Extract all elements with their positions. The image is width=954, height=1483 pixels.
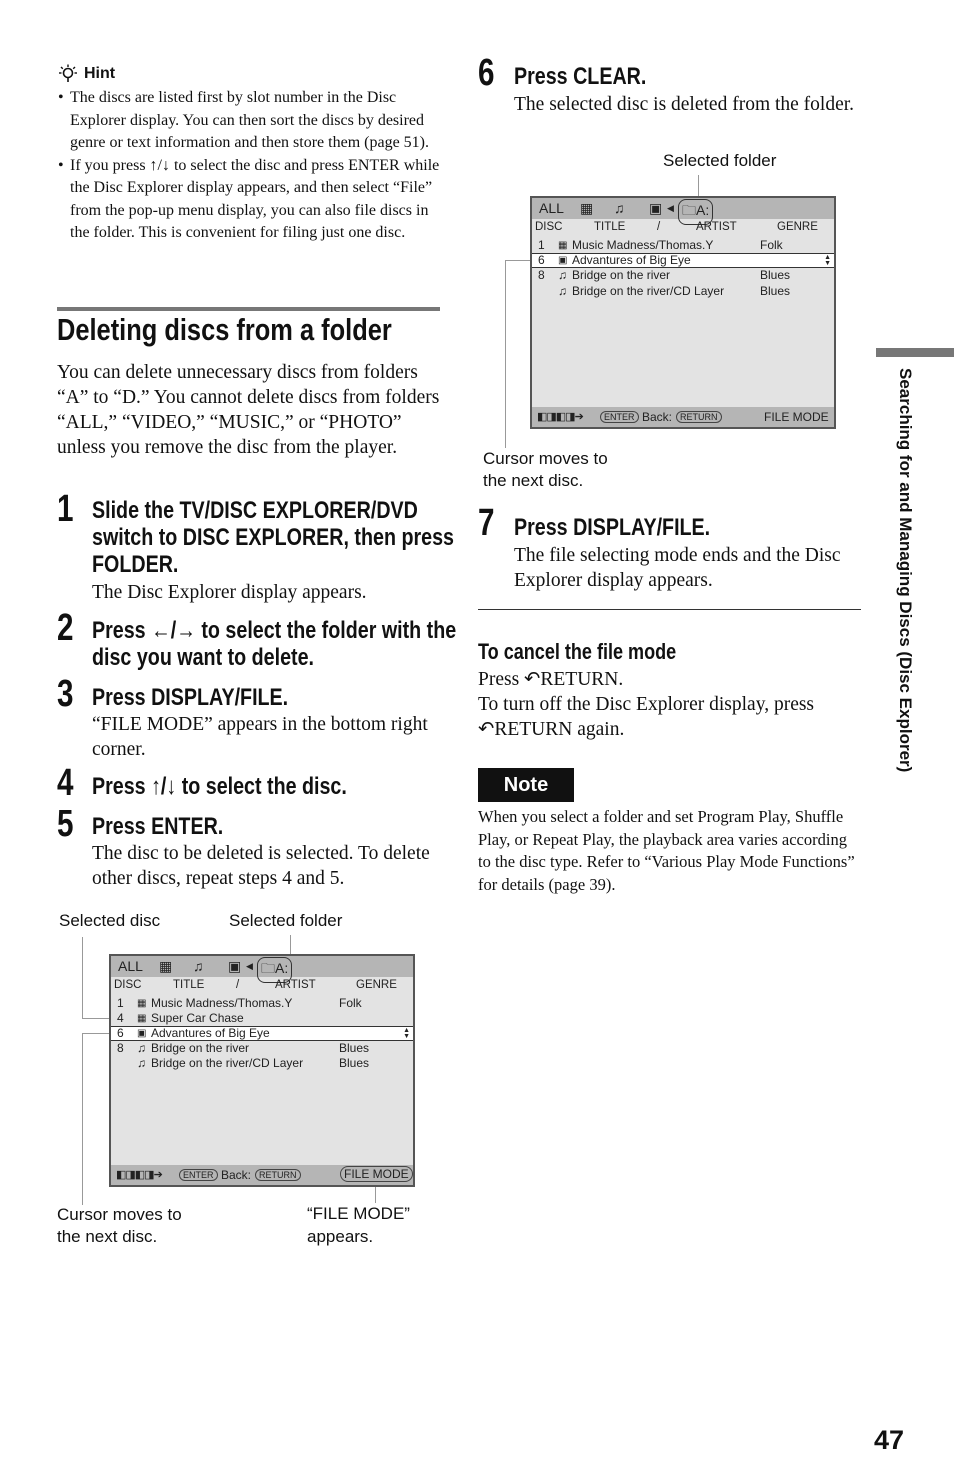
step-description: The disc to be deleted is selected. To delete other discs, repeat steps 4 and 5. [92, 843, 430, 889]
screen-folder-bar [532, 198, 834, 219]
disc-number: 1 [538, 238, 545, 252]
photo-disc-icon: ▣ [558, 255, 568, 266]
video-disc-icon: ▦ [137, 998, 147, 1009]
leader-line [82, 1033, 83, 1205]
step-description: The file selecting mode ends and the Disc Explorer display appears. [514, 545, 841, 591]
cursor-left-icon: ◀ [246, 961, 253, 971]
disc-genre: Blues [339, 1056, 370, 1070]
step-title: Press ENTER. [92, 813, 224, 840]
col-slash: / [236, 979, 240, 991]
video-disc-icon: ▦ [137, 1013, 147, 1024]
callout-cursor-line1: Cursor moves to [483, 449, 608, 468]
disc-title: Advantures of Big Eye [151, 1026, 270, 1040]
music-note-icon: ♫ [558, 268, 567, 282]
disc-genre: Folk [760, 238, 783, 252]
disc-number: 6 [538, 253, 545, 267]
callout-selected-disc: Selected disc [59, 911, 161, 930]
disc-number: 8 [117, 1041, 124, 1055]
step-number: 6 [478, 52, 495, 94]
step-description: The Disc Explorer display appears. [92, 582, 367, 603]
leader-line [82, 1033, 110, 1034]
folder-a-label: A: [696, 202, 710, 218]
callout-selected-folder: Selected folder [663, 151, 777, 170]
col-slash: / [657, 221, 661, 233]
section-title: Deleting discs from a folder [57, 312, 392, 347]
column-header [111, 978, 413, 993]
folder-icon: 🗀 [261, 960, 275, 976]
side-tab [895, 368, 917, 788]
hint-title: Hint [84, 65, 116, 82]
leader-line [698, 175, 699, 198]
return-pill: RETURN [255, 1169, 301, 1181]
leader-line [82, 1018, 110, 1019]
video-disc-icon: ▦ [558, 240, 568, 251]
callout-file-mode-line2: appears. [307, 1227, 374, 1246]
note-text: When you select a folder and set Program Play, Shuffle Play, or Repeat Play, the playback area varies according to the disc type. Refer to “Various Play Mode Functions” for details (page 39). [478, 807, 855, 894]
step-title: FOLDER. [92, 551, 179, 578]
enter-pill: ENTER [600, 411, 639, 423]
cancel-heading: To cancel the file mode [478, 639, 677, 664]
disc-row[interactable] [532, 268, 834, 283]
disc-genre: Blues [760, 284, 791, 298]
disc-genre: Blues [339, 1041, 370, 1055]
back-label: Back: [642, 410, 673, 424]
file-mode-label: FILE MODE [340, 1166, 413, 1182]
disc-title: Super Car Chase [151, 1011, 244, 1025]
step-title: Press ↑/↓ to select the disc. [92, 773, 347, 800]
leader-line [505, 260, 506, 448]
disc-title: Advantures of Big Eye [572, 253, 691, 267]
disc-row[interactable] [111, 1041, 413, 1056]
side-tab-bar [876, 348, 954, 357]
folder-a-label: A: [275, 960, 289, 976]
disc-row[interactable] [111, 1056, 413, 1071]
section-divider [478, 609, 861, 610]
step-title: disc you want to delete. [92, 644, 314, 671]
photo-folder-icon: ▣ [228, 958, 242, 974]
music-note-icon: ♫ [558, 284, 567, 298]
step-title: switch to DISC EXPLORER, then press [92, 524, 454, 551]
screen-status-bar [111, 1165, 413, 1185]
up-down-arrows-icon: ▲ ▼ [403, 1027, 410, 1040]
step-title: Press ←/→ to select the folder with the [92, 617, 457, 644]
disc-genre: Folk [339, 996, 362, 1010]
step-number: 3 [57, 673, 74, 715]
disc-explorer-screen [530, 196, 836, 429]
step-title: Slide the TV/DISC EXPLORER/DVD [92, 497, 418, 524]
step-title: Press CLEAR. [514, 63, 647, 90]
folder-all-tab: ALL [118, 958, 143, 974]
disc-number: 6 [117, 1026, 124, 1040]
file-mode-label: FILE MODE [764, 410, 829, 424]
step-description: The selected disc is deleted from the folder. [514, 94, 855, 115]
cancel-line1: Press ↶RETURN. [478, 669, 624, 690]
disc-number: 1 [117, 996, 124, 1010]
step-description: “FILE MODE” appears in the bottom right corner. [92, 714, 428, 760]
step-number: 5 [57, 803, 74, 845]
side-tab-label: Searching for and Managing Discs (Disc Explorer) [896, 368, 915, 773]
col-disc: DISC [535, 221, 563, 233]
music-folder-icon: ♫ [614, 200, 625, 216]
hint-item: • If you press ↑/↓ to select the disc and press ENTER while the Disc Explorer display appears, and then select “File” from the pop-up menu display, you can also file discs in the folder. This is convenient for filing just one disc. [58, 155, 443, 245]
section-intro: You can delete unnecessary discs from folders “A” to “D.” You cannot delete discs from folders “ALL,” “VIDEO,” “MUSIC,” or “PHOTO” unless you remove the disc from the player. [57, 362, 440, 458]
leader-line [505, 260, 531, 261]
col-title: TITLE [594, 221, 626, 233]
col-artist: ARTIST [275, 979, 316, 991]
back-label: Back: [221, 1168, 252, 1182]
music-note-icon: ♫ [137, 1056, 146, 1070]
video-folder-icon: ▦ [159, 958, 173, 974]
callout-cursor-line1: Cursor moves to [57, 1205, 182, 1224]
music-folder-icon: ♫ [193, 958, 204, 974]
col-genre: GENRE [777, 221, 818, 233]
disc-row[interactable] [532, 238, 834, 253]
nav-keys-icon: ◧◨◧◨➔ [116, 1169, 162, 1181]
leader-line [290, 935, 291, 955]
hint-list [58, 87, 443, 245]
disc-number: 4 [117, 1011, 124, 1025]
note-badge: Note [478, 768, 574, 802]
photo-disc-icon: ▣ [137, 1028, 147, 1039]
col-title: TITLE [173, 979, 205, 991]
disc-title: Bridge on the river/CD Layer [572, 284, 725, 298]
disc-row-selected[interactable] [111, 1026, 413, 1041]
cancel-line2: To turn off the Disc Explorer display, press ↶RETURN again. [478, 694, 815, 740]
step-title: Press DISPLAY/FILE. [514, 514, 711, 541]
page-number: 47 [874, 1425, 905, 1455]
disc-row[interactable] [532, 284, 834, 299]
step-number: 7 [478, 502, 495, 544]
disc-title: Music Madness/Thomas.Y [151, 996, 293, 1010]
disc-explorer-screen [109, 954, 415, 1187]
callout-cursor-line2: the next disc. [57, 1227, 158, 1246]
screen-status-bar [532, 407, 834, 427]
col-disc: DISC [114, 979, 142, 991]
cursor-left-icon: ◀ [667, 203, 674, 213]
step-number: 2 [57, 607, 74, 649]
enter-pill: ENTER [179, 1169, 218, 1181]
video-folder-icon: ▦ [580, 200, 594, 216]
disc-genre: Blues [760, 268, 791, 282]
disc-row-selected[interactable] [532, 253, 834, 268]
up-down-arrows-icon: ▲ ▼ [824, 254, 831, 267]
return-pill: RETURN [676, 411, 722, 423]
column-header [532, 220, 834, 235]
hint-item: • The discs are listed first by slot number in the Disc Explorer display. You can then sort the discs by desired genre or text information and then store them (page 51). [58, 87, 443, 155]
leader-line [82, 937, 83, 1019]
step-title: Press DISPLAY/FILE. [92, 684, 289, 711]
callout-selected-folder: Selected folder [229, 911, 343, 930]
disc-title: Bridge on the river [572, 268, 671, 282]
photo-folder-icon: ▣ [649, 200, 663, 216]
folder-all-tab: ALL [539, 200, 564, 216]
col-artist: ARTIST [696, 221, 737, 233]
disc-row[interactable] [111, 996, 413, 1011]
lightbulb-icon [58, 64, 78, 84]
screen-folder-bar [111, 956, 413, 977]
leader-line [375, 1185, 376, 1203]
disc-title: Music Madness/Thomas.Y [572, 238, 714, 252]
nav-keys-icon: ◧◨◧◨➔ [537, 411, 583, 423]
callout-cursor-line2: the next disc. [483, 471, 584, 490]
disc-title: Bridge on the river [151, 1041, 250, 1055]
step-number: 4 [57, 762, 74, 804]
col-genre: GENRE [356, 979, 397, 991]
step-number: 1 [57, 488, 74, 530]
callout-file-mode-line1: “FILE MODE” [307, 1204, 410, 1223]
music-note-icon: ♫ [137, 1041, 146, 1055]
folder-icon: 🗀 [682, 202, 696, 218]
disc-number: 8 [538, 268, 545, 282]
disc-title: Bridge on the river/CD Layer [151, 1056, 304, 1070]
disc-row[interactable] [111, 1011, 413, 1026]
